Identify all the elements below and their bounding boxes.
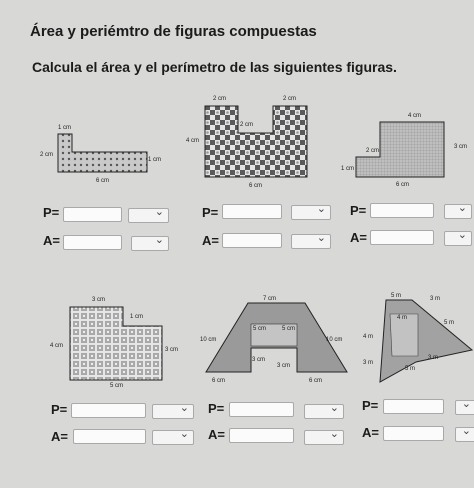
fig3-right-dim: 3 cm — [454, 144, 468, 150]
fig6-innertop-dim: 4 m — [397, 315, 408, 321]
fig6-leftbottom-dim: 3 m — [363, 360, 374, 366]
fig3-area-label: A= — [350, 230, 367, 245]
fig3-perimeter-input[interactable] — [370, 203, 434, 218]
fig3-top-dim: 4 cm — [408, 113, 422, 119]
fig3-step-dim: 2 cm — [366, 148, 380, 154]
fig2-notch-dim: 2 cm — [240, 122, 254, 128]
fig4-area-label: A= — [51, 429, 68, 444]
fig4-perimeter-input[interactable] — [71, 403, 146, 418]
fig4-perimeter-unit-select[interactable] — [152, 404, 194, 419]
fig2-area-unit-select[interactable] — [291, 234, 331, 249]
fig5-inner-right-dim: 5 cm — [282, 326, 296, 332]
fig1-left-dim: 2 cm — [40, 152, 54, 158]
fig6-area-label: A= — [362, 425, 379, 440]
fig6-area-input[interactable] — [383, 426, 444, 441]
fig4-right-dim: 3 cm — [165, 347, 179, 353]
fig2-perimeter-label: P= — [202, 205, 219, 220]
fig5-area-input[interactable] — [229, 428, 294, 443]
fig2-area-label: A= — [202, 233, 219, 248]
fig3-area-unit-select[interactable] — [444, 231, 472, 246]
fig4-top-dim: 3 cm — [92, 297, 106, 303]
fig2-bottom-dim: 6 cm — [249, 183, 263, 189]
fig3-left-dim: 1 cm — [341, 166, 355, 172]
fig4-area-input[interactable] — [73, 429, 146, 444]
fig3-perimeter-label: P= — [350, 203, 367, 218]
fig5-left-dim: 10 cm — [200, 337, 217, 343]
fig1-bottom-dim: 6 cm — [96, 178, 110, 184]
fig3-bottom-dim: 6 cm — [396, 182, 410, 188]
fig5-area-label: A= — [208, 427, 225, 442]
fig4-bottom-dim: 5 cm — [110, 383, 124, 389]
fig5-top-dim: 7 cm — [263, 296, 277, 302]
fig2-left-dim: 4 cm — [186, 138, 200, 144]
figure-2-shape — [205, 106, 307, 177]
fig1-area-unit-select[interactable] — [131, 236, 169, 251]
figure-4-shape — [70, 307, 162, 380]
fig2-perimeter-input[interactable] — [222, 204, 282, 219]
fig6-innerright-dim: 3 m — [428, 355, 439, 361]
fig5-perimeter-label: P= — [208, 401, 225, 416]
fig5-perimeter-input[interactable] — [229, 402, 294, 417]
page-title: Área y periémtro de figuras compuestas — [30, 23, 317, 40]
fig6-perimeter-unit-select[interactable] — [455, 400, 474, 415]
fig5-right-dim: 10 cm — [326, 337, 343, 343]
fig6-righttop-dim: 5 m — [444, 320, 455, 326]
fig6-area-unit-select[interactable] — [455, 427, 474, 442]
fig2-topright-dim: 2 cm — [283, 96, 297, 102]
fig5-notch-left-dim: 3 cm — [252, 357, 266, 363]
fig2-topleft-dim: 2 cm — [213, 96, 227, 102]
fig5-bottom-left-dim: 6 cm — [212, 378, 226, 384]
fig6-topright-dim: 3 m — [430, 296, 441, 302]
fig4-left-dim: 4 cm — [50, 343, 64, 349]
fig5-notch-bottom-dim: 3 cm — [277, 363, 291, 369]
fig6-left-dim: 4 m — [363, 334, 374, 340]
fig6-bottom-dim: 5 m — [405, 366, 416, 372]
fig1-perimeter-input[interactable] — [63, 207, 122, 222]
fig1-area-input[interactable] — [63, 235, 122, 250]
fig5-perimeter-unit-select[interactable] — [304, 404, 344, 419]
fig1-top-dim: 1 cm — [58, 125, 72, 131]
figure-1-shape — [58, 134, 147, 172]
fig3-area-input[interactable] — [370, 230, 434, 245]
fig6-perimeter-input[interactable] — [383, 399, 444, 414]
fig3-perimeter-unit-select[interactable] — [444, 204, 472, 219]
fig1-inner-dim: 1 cm — [148, 157, 162, 163]
fig1-perimeter-label: P= — [43, 205, 60, 220]
fig5-bottom-right-dim: 6 cm — [309, 378, 323, 384]
fig6-perimeter-label: P= — [362, 398, 379, 413]
fig2-perimeter-unit-select[interactable] — [291, 205, 331, 220]
fig5-area-unit-select[interactable] — [304, 430, 344, 445]
fig2-area-input[interactable] — [222, 233, 282, 248]
instructions: Calcula el área y el perímetro de las siguientes figuras. — [32, 59, 397, 75]
fig5-inner-left-dim: 5 cm — [253, 326, 267, 332]
fig4-perimeter-label: P= — [51, 402, 68, 417]
fig4-area-unit-select[interactable] — [152, 430, 194, 445]
fig6-topleft-dim: 5 m — [391, 293, 402, 299]
fig4-step-dim: 1 cm — [130, 314, 144, 320]
fig1-area-label: A= — [43, 233, 60, 248]
fig1-perimeter-unit-select[interactable] — [128, 208, 169, 223]
